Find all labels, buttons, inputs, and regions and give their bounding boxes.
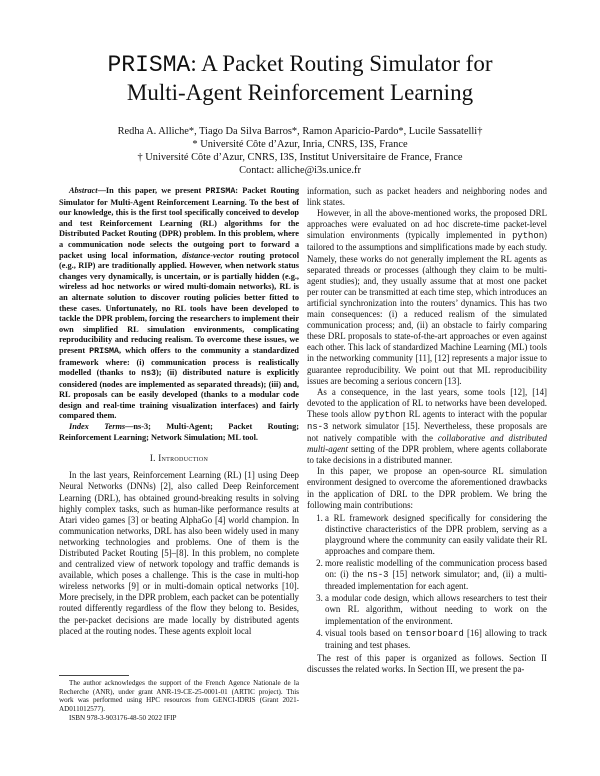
contribution-3: 3. a modular code design, which allows researchers to test their own RL algorithm, without needing to work on the implementation of the environment. xyxy=(325,593,547,626)
intro-paragraph: In the last years, Reinforcement Learning (RL) [1] using Deep Neural Networks (DNNs) [2], also called Deep Reinforcement Learning (DRL), has obtained ground-breaking results in solving highly complex tasks, such as human-like performance results at Atari video games [3] or beating AlphaGo [4] world champion. In communication networks, DRL has also been widely used in many networking technologies and problems. One of them is the Distributed Packet Routing [5]–[8]. In this problem, no complete and centralized view of network topology and traffic demands is available, which poses a challenge. This is the case in multi-hop wireless networks [9] or in multi-domain optical networks [10]. More precisely, in the DPR problem, each packet can be potentially routed differently regardless of the flow they belong to. Besides, the per-packet decisions are made locally by distributed agents placed at the routing nodes. These agents exploit local xyxy=(59,470,299,636)
p2-text-c: network simulator [15]. Nevertheless, these proposals are not natively compatible with the xyxy=(307,420,547,444)
right-paragraph-4: The rest of this paper is organized as follows. Section II discusses the related works. In Section III, we present the pa- xyxy=(307,652,547,674)
p2-ns3: ns-3 xyxy=(307,421,329,432)
index-terms-text: —ns-3; Multi-Agent; Packet Routing; Reinforcement Learning; Network Simulation; ML tool. xyxy=(59,422,299,442)
right-paragraph-2 xyxy=(307,387,547,467)
contribution-1: 1. a RL framework designed specifically for considering the distinctive characteristics of the DPR problem, serving as a playground where the community can easily validate their RL approaches and compare them. xyxy=(325,513,547,557)
c2-text-b: [15] network simulator; and, (ii) a multi-threaded implementation for each agent. xyxy=(325,569,547,592)
index-terms xyxy=(59,422,299,443)
contribution-4 xyxy=(325,628,547,651)
left-column xyxy=(59,186,299,723)
p2-text-a: As a consequence, in the last years, some tools [12], [14] devoted to the application of RL to networks have been developed. These tools allow xyxy=(307,386,547,419)
p1-text-b: ) tailored to the assumptions and simplifications made by each study. Namely, these works do not generally implement the RL agents as separated threads or processes (although they claim to be multi-agent studies); and, they usually assume that at most one packet per router can be transmitted at each time step, which introduces an artificial synchronization into the routers’ dynamics. This has two main consequences: (i) a reduced realism of the simulated communication process; and, (ii) an obstacle to fairly comparing these DRL proposals to state-of-the-art approaches or even against each other. This lack of standardized Machine Learning (ML) tools in the networking community [11], [12] represents a major issue to guarantee reproducibility. We point out that ML reproducibility issues are becoming a serious concern [13]. xyxy=(307,230,547,386)
contribution-2 xyxy=(325,558,547,592)
section-heading-introduction: I. Introduction xyxy=(149,453,209,464)
p2-text-b: RL agents to interact with the popular xyxy=(405,408,547,419)
isbn-line: ISBN 978-3-903176-48-50 2022 IFIP xyxy=(69,713,177,722)
abstract-ns3: ns3 xyxy=(141,369,157,379)
p2-text-d: setting of the DPR problem, where agents collaborate to take decisions in a distributed manner. xyxy=(307,444,547,466)
abstract-text-2: : Packet Routing Simulator for Multi-Agent Reinforcement Learning. To the best of our knowledge, this is the first tool specifically conceived to develop and test Reinforcement Learning (RL) algorithms for the Distributed Packet Routing (DPR) problem. In this problem, where a communication node selects the outgoing port to forward a packet using local information, xyxy=(59,186,299,260)
c2-ns3: ns-3 xyxy=(367,570,389,581)
abstract-text-5: ); (ii) distributed nature is explicitly considered (nodes are implemented as separated threads); (iii) and, RL proposals can be easily developed (thanks to a modular code design and real-time training visualization interfaces) and fairly compared them. xyxy=(59,368,299,421)
right-paragraph-1 xyxy=(307,208,547,387)
c4-text-a: visual tools based on xyxy=(325,627,406,638)
abstract xyxy=(59,186,299,422)
abstract-dash: — xyxy=(97,186,106,195)
p2-python: python xyxy=(373,409,406,420)
abstract-lead: Abstract xyxy=(69,186,98,195)
title-line2: Multi-Agent Reinforcement Learning xyxy=(126,80,474,105)
affiliation-1: * Université Côte d’Azur, Inria, CNRS, I3S, France xyxy=(192,139,408,150)
right-paragraph-0: information, such as packet headers and neighboring nodes and link states. xyxy=(307,186,547,208)
c4-text-b: [16] allowing to track training and test phases. xyxy=(325,627,547,650)
abstract-text-1: In this paper, we present xyxy=(105,186,206,195)
affiliation-2: † Université Côte d’Azur, CNRS, I3S, Institut Universitaire de France, France xyxy=(137,152,463,163)
paper-title xyxy=(40,50,560,107)
author-names: Redha A. Alliche*, Tiago Da Silva Barros*, Ramon Aparicio-Pardo*, Lucile Sassatelli† xyxy=(117,126,483,137)
index-terms-lead: Index Terms xyxy=(69,422,126,432)
contributions-list xyxy=(307,513,547,651)
title-line1-rest: : A Packet Routing Simulator for xyxy=(190,51,493,76)
p2-emphasis: collaborative and distributed multi-agent xyxy=(307,433,547,455)
abstract-emphasis: distance-vector xyxy=(182,250,234,260)
abstract-prisma-2: PRISMA xyxy=(89,346,120,356)
right-paragraph-3: In this paper, we propose an open-source RL simulation environment designed to overcome the aforementioned drawbacks in the application of DRL to the DPR problem. We bring the following main contributions: xyxy=(307,466,547,510)
right-column xyxy=(307,186,547,675)
author-block xyxy=(40,125,560,177)
p1-python: python xyxy=(512,231,545,242)
p1-text-a: However, in all the above-mentioned works, the proposed DRL approaches were evaluated on ad hoc discrete-time packet-level simulation environments (typically implemented in xyxy=(307,208,547,241)
abstract-prisma: PRISMA xyxy=(205,187,236,196)
title-tool-name: PRISMA xyxy=(107,52,191,78)
footnote-rule xyxy=(59,675,129,676)
c4-tensorboard: tensorboard xyxy=(405,628,464,639)
abstract-text-4: , which offers to the community a standardized framework where: (i) communication process is realistically modelled (thanks to xyxy=(59,345,299,378)
abstract-text-3: routing protocol (e.g., RIP) are traditionally applied. However, when network status changes very dynamically, is uncertain, or is partially hidden (e.g., wireless ad hoc networks or wired multi-domain networks), RL is an alternate solution to discover routing policies better fitted to these cases. Unfortunately, no RL tools have been developed to tackle the DPR problem, forcing the researchers to implement their own simplified RL simulation environments, complicating reproducibility and reducing realism. To overcome these issues, we present xyxy=(59,250,299,355)
c2-text-a: more realistic modelling of the communication process based on: (i) the xyxy=(325,558,547,580)
contact-email: Contact: alliche@i3s.unice.fr xyxy=(239,165,361,176)
footnote-text: The author acknowledges the support of the French Agence Nationale de la Recherche (ANR), under grant ANR-19-CE-25-0001-01 (ARTIC project). This work was performed using HPC resources from GENCI-IDRIS (Grant 2021-AD011012577). xyxy=(59,678,299,714)
footnote xyxy=(59,675,299,723)
